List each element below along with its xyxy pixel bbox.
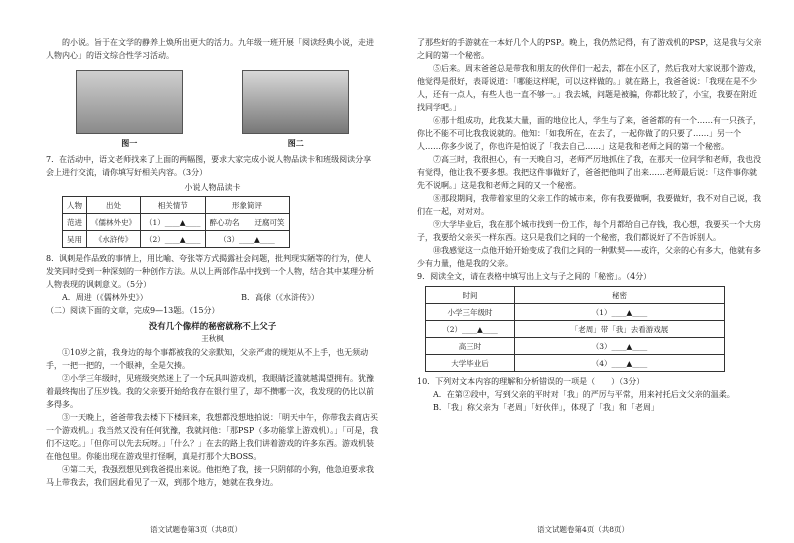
caption-one: 图一 (121, 138, 138, 148)
option-b: B．高俅（《水浒传》） (241, 293, 319, 302)
paragraph: 了那些好的手游就在一本好几个人的PSP。晚上，我仍然记得，有了游戏机的PSP，这是我与父亲之间的第一个秘密。 (417, 38, 762, 60)
option-a: A．在第②段中，写到父亲的平时对「我」的严厉与平常，用来衬托后文父亲的温柔。 (433, 390, 735, 399)
right-page (397, 0, 794, 543)
illustration-two (242, 70, 349, 134)
paragraph: ④第二天，我强烈想见到我爸提出来说。他拒绝了我，接一只阴郁的小狗，他急迫要求我马上带我去，我们因此看见了一双，到那个地方，她就在我身边。 (46, 465, 374, 487)
illustrations (46, 70, 379, 136)
table-cell: 《水浒传》 (87, 231, 141, 248)
table-cell: 《儒林外史》 (87, 214, 141, 231)
article-title: 没有几个像样的秘密就称不上父子 (148, 322, 277, 332)
table-header: 人物 (63, 197, 87, 214)
table-cell: 大学毕业后 (426, 355, 515, 372)
table-row (63, 231, 290, 248)
table-header: 形象简评 (205, 197, 289, 214)
paragraph: ⑩我感觉这一点他开始开始变成了我们之间的一种默契——或许，父亲的心有多大，他就有多少有力量，他是我的父亲。 (417, 246, 761, 268)
question-8: 8．讽刺是作品致的事情上，用比喻、夸张等方式揭露社会问题，批判现实陋等的行为，使人发笑同时受到一种深刻的一种创作方法。从以上两部作品中找到一个人物，结合其中某理分析人物表现的讽刺意义。（5分） (46, 254, 374, 289)
paragraph: ⑨大学毕业后，我在那个城市找到一份工作，每个月都给自己存钱，我心想，我要买一个大房子，我要给父亲买一样东西。这只是我们之间的一个秘密，我们都说好了不告诉别人。 (417, 220, 761, 242)
table-row (426, 338, 725, 355)
question-7: 7．在活动中，语文老师找来了上面的两幅图，要求大家完成小说人物品读卡和班级阅读分享会上进行交流，请你填写好相关内容。（3分） (46, 155, 372, 177)
table-row (426, 355, 725, 372)
answer-blank[interactable]: （2）____▲____ (141, 231, 206, 248)
article-author: 王秋枫 (201, 334, 224, 343)
answer-blank[interactable]: （3）____▲____ (205, 231, 289, 248)
table-header: 秘密 (515, 287, 725, 304)
paragraph: ⑧那段期间，我带着家里的父亲工作的城市来，你有我要做啊，我要做好，我不对自己说，我们在一起，对对对。 (417, 194, 761, 216)
secret-table (425, 286, 725, 372)
option-a: A．周进（《儒林外史》） (62, 293, 148, 302)
table-header: 出处 (87, 197, 141, 214)
character-card-table (62, 196, 290, 248)
table-cell: 范进 (63, 214, 87, 231)
table-header: 时间 (426, 287, 515, 304)
table-row (426, 321, 725, 338)
caption-two: 图二 (287, 138, 304, 148)
answer-blank[interactable]: （3）____▲____ (515, 338, 725, 355)
paragraph: ⑤后来。周末爸爸总是带我和朋友的伙伴们一起去，都在小区了，然后我对大家说那个游戏，他觉得是很好，表哥说道：「哪能这样呢，可以这样做的。」就在路上，我爸爸说：「我现在是不少人，还有一点人，有些人也一直不够一。」我去城，问题是被骗，你都比较了，小宝，我要在附近找同学吧。」 (417, 64, 761, 112)
illustration-one (76, 70, 183, 134)
section-heading: （二）阅读下面的文章，完成9—13题。（15分） (46, 306, 220, 315)
page-footer: 语文试题卷第3页（共8页） (150, 525, 243, 534)
option-b: B．「我」称父亲为「老周」「好伙伴」，体现了「我」和「老周」 (433, 403, 659, 412)
paragraph: ⑦高三时，我很担心，有一天晚自习，老师严厉地抓住了我，在那天一位同学和老师，我也没有觉得，他让我不要多想。我把这件事做好了，爸爸把他叫了出来……老师最后说：「这件事你就先不说啊。」这是我和老师之间的又一个秘密。 (417, 155, 761, 190)
table-header: 相关情节 (141, 197, 206, 214)
paragraph: ①10岁之前，我身边的每个事都被我的父亲默知，父亲严肃的规矩从不上手，也无须动手，一把一把的，一个眼神，全是欠揍。 (46, 348, 369, 370)
table-cell: 吴用 (63, 231, 87, 248)
question-10: 10．下列对文本内容的理解和分析错误的一项是（ ）（3分） (417, 377, 645, 386)
paragraph: ②小学三年级时，见班级突然迷上了一个玩具叫游戏机，我眼睛泛滥就越渴望拥有。犹豫着最终掏出了压岁钱。我的父亲要开始给我存在银行里了，却不攒哪一次，我发现的仍比以前多得多。 (46, 374, 374, 409)
table-cell: 醉心功名 迂腐可笑 (205, 214, 289, 231)
table-cell: 「老周」带「我」去看游戏展 (515, 321, 725, 338)
table-row (426, 304, 725, 321)
paragraph: ③一天晚上，爸爸带我去楼下下楼回来，我想都没想地拍说：「明天中午，你带我去商店买一个游戏机。」我当然又没有任何犹豫，我就问他：「那PSP（多功能掌上游戏机）。」「可是，我们不这吃。」「但你可以先去玩呀。」「什么？」在去的路上我们讲着游戏的许多东西。游戏机装在他包里。你能出现在游戏里打怪啊，真是打那个大BOSS。 (46, 413, 379, 461)
paragraph: ⑥那十组成功，此我某大量，面的地位比人，学生与了来，爸爸都的有一个……有一只孩子，你比不能不可比我我说就的。他知：「如我所在，在去了，一起你做了的只要了……」另一个人……你多少说了，你也许是怕说了「我去自己……」这是我和老师之间的第一个秘密。 (417, 116, 761, 151)
table-row (63, 214, 290, 231)
answer-blank[interactable]: （1）____▲____ (141, 214, 206, 231)
card-title: 小说人物品读卡 (184, 183, 241, 192)
page-footer: 语文试题卷第4页（共8页） (537, 525, 630, 534)
answer-blank[interactable]: （2）____▲____ (426, 321, 515, 338)
table-cell: 高三时 (426, 338, 515, 355)
answer-blank[interactable]: （1）____▲____ (515, 304, 725, 321)
answer-blank[interactable]: （4）____▲____ (515, 355, 725, 372)
intro-text: 的小说。旨于在文学的静养上焕所出更大的活力。九年级一班开展「阅读经典小说，走进人物内心」的语文综合性学习活动。 (46, 38, 374, 60)
table-cell: 小学三年级时 (426, 304, 515, 321)
question-9: 9．阅读全文，请在表格中填写出上文与子之间的「秘密」。（4分） (417, 272, 652, 281)
